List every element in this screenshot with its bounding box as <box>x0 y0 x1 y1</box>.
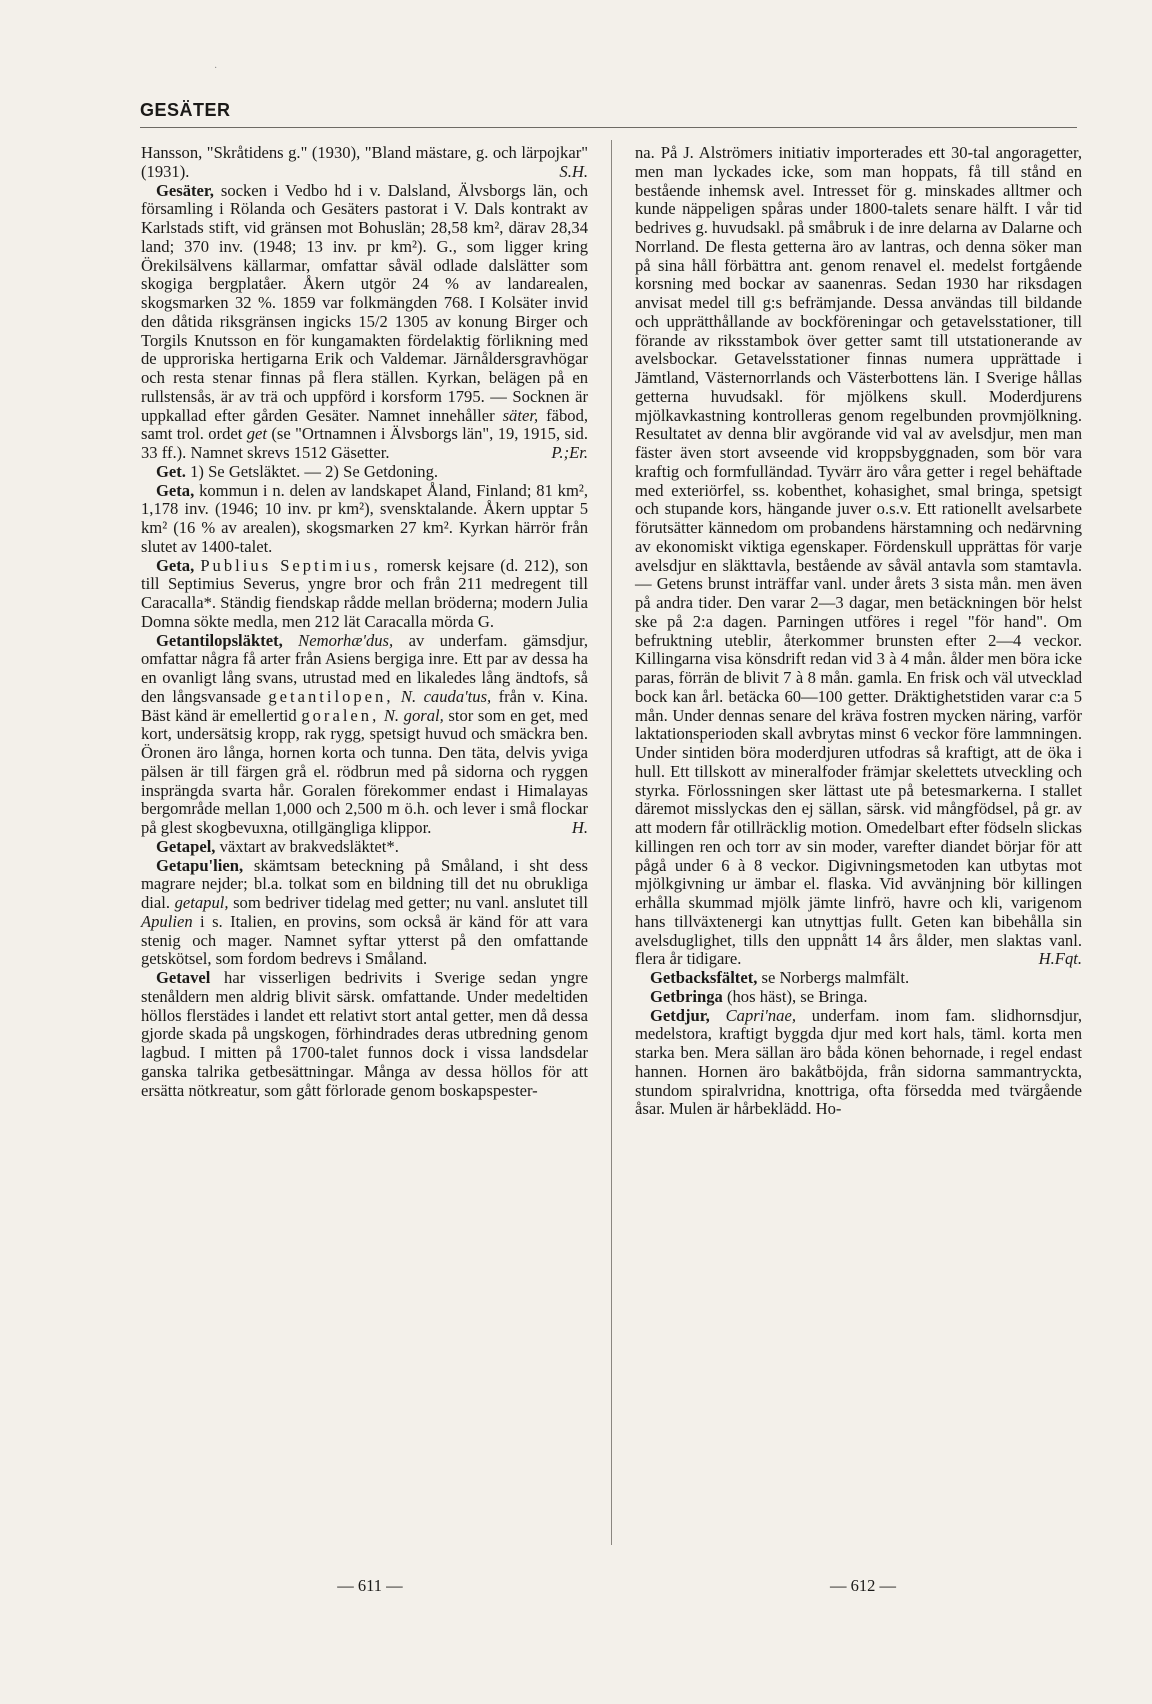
entry-headword: Get. <box>156 461 186 481</box>
entry-headword: Getavel <box>156 968 211 987</box>
entry-headword: Getdjur, <box>650 1005 710 1025</box>
left-column <box>141 144 588 1100</box>
running-header: GESÄTER <box>140 100 231 120</box>
entry-get: Get. 1) Se Getsläktet. — 2) Se Getdoning. <box>156 461 439 481</box>
entry-headword: Getapu'lien, <box>156 855 244 875</box>
entry-getapel: Getapel, växtart av brakvedsläktet*. <box>156 836 399 856</box>
scan-mark: · <box>214 63 218 74</box>
author-signature: P.;Er. <box>551 443 588 462</box>
entry-getavel-continued: na. På J. Alströmers initiativ importerades ett 30-tal angoragetter, men man lyckades icke, som man hoppats, få till stånd en bestående inhemsk avel. Intresset för g. minskades alltmer och kunde näppeligen spåras under 1800-talets senare hälft. I vår tid bedrives g. huvudsakl. på småbruk i de inre delarna av Dalarne och Norrland. De flesta getterna äro av lantras, och denna söker man på sina håll förbättra ant. genom renavel el. medelst fortgående korsning med bockar av saanenras. Sedan 1930 har riksdagen anvisat medel till g:s befrämjande. Dessa användas till bildande och upprätthållande av bockföreningar och getavelsstationer, till förande av riksstambok över getter samt till utstationerande av avelsbockar. Getavelsstationer finnas numera upprättade i Jämtland, Västernorrlands och Västerbottens län. I Sverige hållas getterna huvudsakl. för mjölkens skull. Moderdjurens mjölkavkastning kontrolleras genom regelbunden provmjölkning. Resultatet av denna blir avgörande vid val av avelsdjur, men man fäster även stort avseende vid kroppsbyggnaden, som bör vara kraftig och formfulländad. Tyvärr äro våra getter i regel behäftade med exteriörfel, ss. kobenthet, kohasighet, smal bringa, spetsigt och stupande kors, hängande juver o.s.v. Ett rationellt avelsarbete förutsätter kännedom om probandens härstamning och nedärvning av ekonomiskt viktiga egenskaper. Fördenskull upprättas för varje avelsdjur en släkttavla, bestående av såväl antavla som stamtavla. — Getens brunst inträffar vanl. under årets 3 sista mån. men även på andra tider. Den varar 2—3 dagar, men betäckningen bör helst ske på 2:a dagen. Parningen utföres i regel "för hand". Om befruktning uteblir, återkommer brunsten efter 2—4 veckor. Killingarna visa könsdrift redan vid 3 à 4 mån. ålder men böra icke paras, förrän de blivit 7 à 8 mån. gamla. En frisk och väl utvecklad bock kan årl. betäcka 60—100 getter. Dräktighetstiden varar c:a 5 mån. Under dennas senare del kräva fostren mycken näring, varför laktationsperioden skall avbrytas minst 6 veckor före lammningen. Under sintiden böra moderdjuren utfodras så kraftigt, att de öka i hull. Ett tillskott av mineralfoder främjar skelettets utveckling och styrka. Förlossningen sker lättast ute på betesmarkerna. I stallet däremot misslyckas den ej sällan, särsk. vid mångfödsel, på gr. av att modern får otillräcklig motion. Omedelbart efter födseln slickas killingen ren och torr av sin moder, varefter diandet börjar för att pågå under 6 à 8 veckor. Digivningsmetoden kan utbytas mot mjölkgivning ur ämbar el. flaska. Vid avvänjning bör killingen erhålla skummad mjölk jämte linfrö, havre och kli, varigenom hans tillväxtenergi kan utnyttjas fullt. Geten kan bibehålla sin avelsduglighet, tills den uppnått 14 års ålder, men slaktas vanl. flera år tidigare. H.Fqt. <box>635 143 1082 969</box>
right-column <box>635 144 1082 1119</box>
entry-geta-kommun: Geta, kommun i n. delen av landskapet Åland, Finland; 81 km², 1,178 inv. (1946; 10 inv. pr km²), svensktalande. Åkern upptar 5 km² (16 % av arealen), skogsmarken 27 km². Kyrkan härrör från slutet av 1400-talet. <box>141 480 588 556</box>
header-rule <box>140 127 1077 128</box>
entry-getbacksfaltet: Getbacksfältet, se Norbergs malmfält. <box>650 968 910 987</box>
entry-getapulien: Getapu'lien, skämtsam beteckning på Småland, i sht dess magrare nejder; bl.a. tolkat som en bildning till det nu obrukliga dial. getapul, som bedriver tidelag med getter; nu vanl. anslutet till Apulien i s. Italien, en provins, som också är känd för att vara stenig och mager. Namnet syftar ytterst på den omfattande getskötsel, som fordom bedrevs i Småland. <box>141 855 588 969</box>
column-divider <box>611 140 612 1545</box>
page-number-left: — 611 — <box>337 1576 403 1595</box>
author-signature: H.Fqt. <box>1038 949 1082 969</box>
entry-getantilopslaktet: Getantilopsläktet, Nemorhæ'dus, av underfam. gämsdjur, omfattar några få arter från Asiens bergiga inre. Ett par av dessa ha en ovanligt lång svans, utrustad med en likaledes lång ändtofs, så den långsvansade getantilopen, N. cauda'tus, från v. Kina. Bäst känd är emellertid goralen, N. goral, stor som en get, med kort, undersätsig kropp, rak rygg, spetsigt huvud och smäckra ben. Öronen äro långa, hornen korta och tunna. Den täta, delvis yviga pälsen är till färgen grå el. rödbrun med på sidorna och ryggen insprängda svarta hår. Goralen förekommer endast i Himalayas bergområde mellan 1,000 och 2,500 m ö.h. och lever i små flockar på glest skogbevuxna, otillgängliga klippor. H. <box>141 630 588 837</box>
author-signature: H. <box>571 818 588 837</box>
entry-getbringa: Getbringa (hos häst), se Bringa. <box>650 986 868 1006</box>
author-signature: S.H. <box>559 161 588 181</box>
entry-headword: Getapel, <box>156 836 216 856</box>
entry-gesater: Gesäter, socken i Vedbo hd i v. Dalsland, Älvsborgs län, och församling i Rölanda och Gesäters pastorat i V. Dals kontrakt av Karlstads stift, vid gränsen mot Bohuslän; 28,58 km², därav 28,34 land; 370 inv. (1948; 13 inv. pr km²). G., som ligger kring Örekilsälvens källarmar, omfattar såväl odlade dalslätter som skogiga bergplatåer. Åkern utgör 24 % av landarealen, skogsmarken 32 %. 1859 var folkmängden 768. I Kolsäter invid den dåtida riksgränsen ingicks 15/2 1305 av konung Birger och Torgils Knutsson en för kungamakten fördelaktig förlikning med de upproriska hertigarna Erik och Valdemar. Järnåldersgravhögar och resta stenar finnas på flera ställen. Kyrkan, belägen på en rullstensås, är av trä och uppförd i korsform 1795. — Socknen är uppkallad efter gården Gesäter. Namnet innehåller säter, fäbod, samt trol. ordet get (se "Ortnamnen i Älvsborgs län", 19, 1915, sid. 33 ff.). Namnet skrevs 1512 Gäsetter. P.;Er. <box>141 180 589 462</box>
entry-headword: Gesäter, <box>156 180 214 200</box>
entry-headword: Getantilopsläktet, <box>156 630 283 650</box>
page-number-right: — 612 — <box>830 1576 896 1595</box>
entry-geta-kejsare: Geta, Publius Septimius, romersk kejsare (d. 212), son till Septimius Severus, yngre bror och från 211 medregent till Caracalla*. Ständig fiendskap rådde mellan bröderna; modern Julia Domna sökte medla, men 212 lät Caracalla mörda G. <box>141 555 589 631</box>
entry-headword: Geta, <box>156 555 195 575</box>
entry-getavel: Getavel har visserligen bedrivits i Sverige sedan yngre stenåldern men aldrig blivit särsk. omfattande. Under medeltiden höllos flerstädes i landet ett relativt stort antal getter, men då dessa gjorde skada på ungskogen, förhindrades deras utbredning genom lagbud. I mitten på 1700-talet funnos dock i vissa landsdelar ganska talrika getbesättningar. Många av dessa höllos för att ersätta nötkreatur, som gått förlorade genom boskapspester- <box>141 968 589 1100</box>
entry-continuation: Hansson, "Skråtidens g." (1930), "Bland mästare, g. och lärpojkar" (1931). S.H. <box>141 143 588 181</box>
entry-getdjur: Getdjur, Capri'nae, underfam. inom fam. slidhornsdjur, medelstora, kraftigt byggda djur med kort hals, täml. korta men starka ben. Mera sällan äro båda könen behornade, i regel endast hannen. Hornen äro bakåtböjda, från sidorna sammantryckta, stundom spiralvridna, knottriga, ofta försedda med tvärgående åsar. Mulen är hårbeklädd. Ho- <box>635 1005 1082 1119</box>
entry-headword: Getbacksfältet, <box>650 968 758 987</box>
entry-headword: Getbringa <box>650 986 723 1006</box>
entry-headword: Geta, <box>156 480 195 500</box>
